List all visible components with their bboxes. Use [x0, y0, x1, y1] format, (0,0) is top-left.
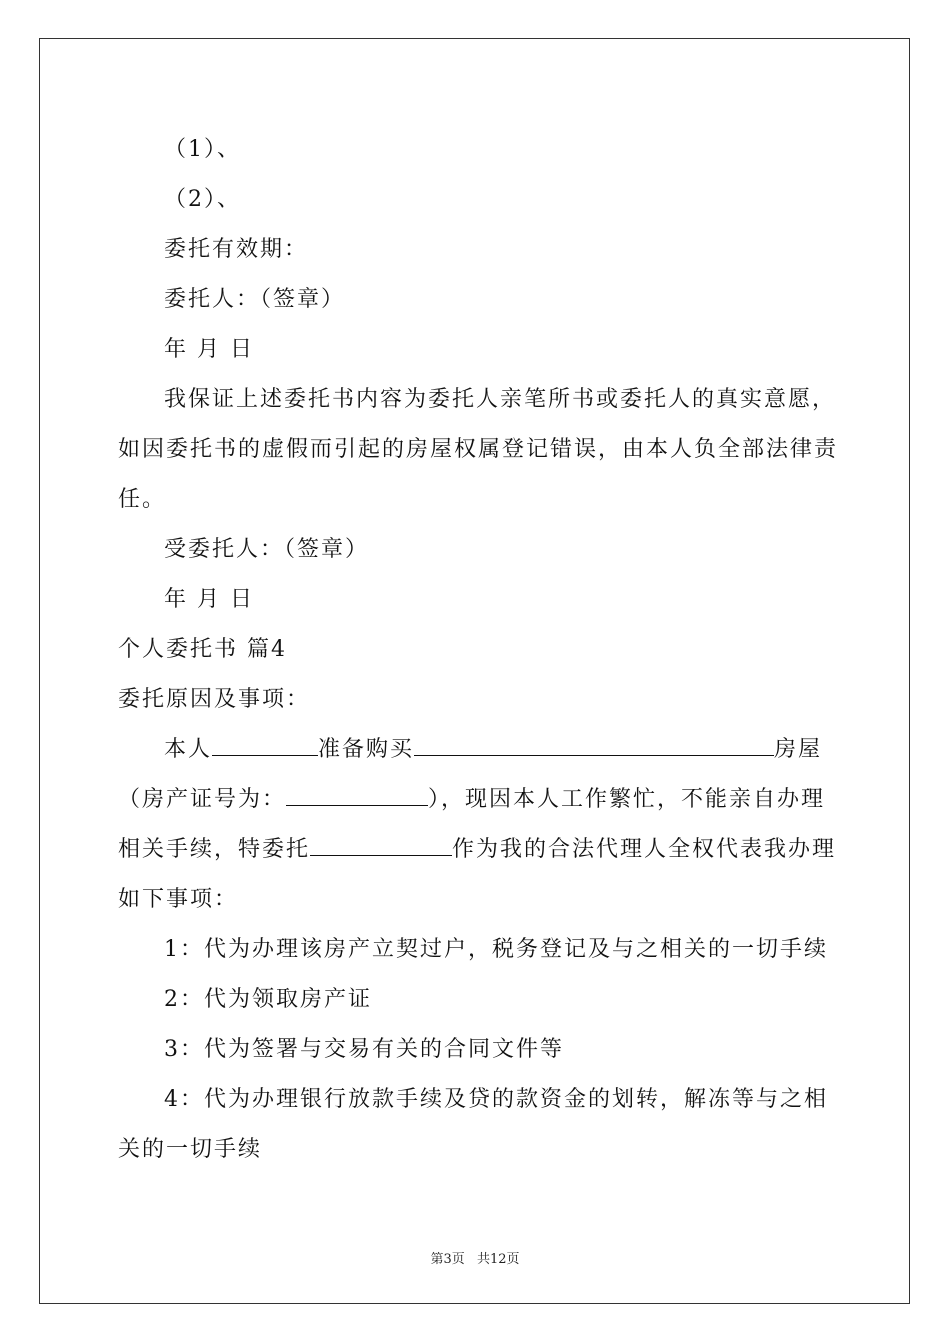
task-item-3: 3：代为签署与交易有关的合同文件等	[164, 1037, 564, 1062]
guarantee-paragraph: 我保证上述委托书内容为委托人亲笔所书或委托人的真实意愿，如因委托书的虚假而引起的房屋权属登记错误，由本人负全部法律责任。	[118, 387, 839, 512]
entrust-text-d: ），现因本人工作繁忙，不能亲自办理相关手续，特委托	[118, 787, 826, 862]
certificate-blank	[286, 787, 428, 806]
entrust-text-b: 准备购买	[318, 737, 415, 762]
section-title: 个人委托书 篇4	[118, 637, 287, 662]
document-body	[118, 125, 838, 1175]
list-item-1: （1）、	[164, 137, 241, 162]
task-item-4: 4：代为办理银行放款手续及贷的款资金的划转，解冻等与之相关的一切手续	[118, 1087, 828, 1162]
page-footer	[0, 1248, 950, 1267]
property-blank	[414, 737, 774, 756]
date-line-2: 年 月 日	[164, 587, 254, 612]
list-item-2: （2）、	[164, 187, 241, 212]
page-total: 共12页	[476, 1252, 520, 1267]
entrust-paragraph	[118, 725, 838, 925]
agent-signature: 受委托人：（签章）	[164, 537, 370, 562]
task-item-2: 2：代为领取房产证	[164, 987, 372, 1012]
name-blank	[212, 737, 318, 756]
reason-heading: 委托原因及事项：	[118, 687, 311, 712]
date-line-1: 年 月 日	[164, 337, 254, 362]
entrust-text-c: 房屋（房产证号为：	[118, 737, 823, 812]
principal-signature: 委托人：（签章）	[164, 287, 346, 312]
task-item-1: 1：代为办理该房产立契过户，税务登记及与之相关的一切手续	[164, 937, 828, 962]
page-number: 第3页	[430, 1252, 465, 1267]
agent-blank	[310, 837, 452, 856]
entrust-text-e: 作为我的合法代理人全权代表我办理如下事项：	[118, 837, 837, 912]
entrust-text-a: 本人	[164, 737, 213, 762]
validity-label: 委托有效期：	[164, 237, 309, 262]
